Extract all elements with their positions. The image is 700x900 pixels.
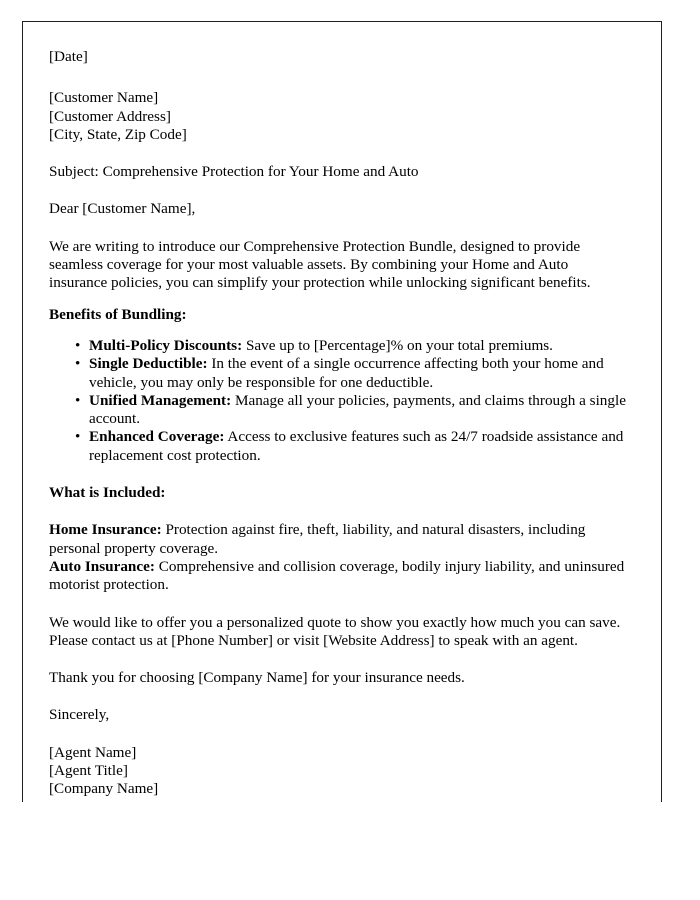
spacer [49,181,627,200]
benefit-text: Manage all your policies, payments, and claims through a single account. [89,391,626,428]
home-insurance-lead: Home Insurance: [49,521,162,539]
list-item [49,392,627,429]
agent-title: [Agent Title] [49,762,128,780]
spacer [49,219,627,238]
benefit-text: In the event of a single occurrence affecting both your home and vehicle, you may only be responsible for one deductible. [89,355,604,391]
list-item [49,428,627,465]
auto-insurance-text: Comprehensive and collision coverage, bodily injury liability, and uninsured motorist protection. [49,557,625,594]
benefit-lead: Multi-Policy Discounts: [89,336,243,354]
spacer [49,66,627,89]
company-name: [Company Name] [49,780,159,798]
recipient-name: [Customer Name] [49,89,159,107]
benefit-lead: Unified Management: [89,391,232,409]
date-placeholder: [Date] [49,48,88,65]
salutation: Dear [Customer Name], [49,200,196,218]
auto-insurance-item [49,558,627,595]
spacer [49,324,627,337]
benefit-lead: Enhanced Coverage: [89,428,225,446]
home-insurance-item [49,521,627,558]
benefit-text: Access to exclusive features such as 24/7 roadside assistance and replacement cost protection. [89,428,624,464]
letter-page [22,21,662,802]
included-heading: What is Included: [49,484,166,502]
spacer [49,650,627,669]
spacer [49,502,627,521]
spacer [49,465,627,484]
bullet-icon: • [75,336,81,354]
spacer [49,725,627,744]
recipient-address: [Customer Address] [49,107,171,125]
home-insurance-text: Protection against fire, theft, liability, and natural disasters, including personal property coverage. [49,521,586,557]
recipient-city-state-zip: [City, State, Zip Code] [49,125,187,143]
subject-line: Subject: Comprehensive Protection for Your Home and Auto [49,163,419,181]
bullet-icon: • [75,355,81,373]
bullet-icon: • [75,391,81,409]
list-item [49,355,627,392]
closing: Sincerely, [49,706,110,724]
letter-body [23,22,661,799]
list-item [49,337,627,355]
benefit-lead: Single Deductible: [89,355,208,373]
intro-paragraph: We are writing to introduce our Comprehensive Protection Bundle, designed to provide seamless coverage for your most valuable assets. By combining your Home and Auto insurance policies, you can simplify your protection while unlocking significant benefits. [49,237,591,292]
benefits-heading: Benefits of Bundling: [49,305,187,323]
spacer [49,293,627,306]
bullet-icon: • [75,428,81,446]
spacer [49,687,627,706]
benefit-text: Save up to [Percentage]% on your total premiums. [242,336,553,354]
spacer [49,144,627,163]
spacer [49,595,627,614]
thank-you-paragraph: Thank you for choosing [Company Name] for your insurance needs. [49,669,465,687]
auto-insurance-lead: Auto Insurance: [49,557,155,575]
agent-name: [Agent Name] [49,743,137,761]
quote-paragraph: We would like to offer you a personalized quote to show you exactly how much you can save. Please contact us at [Phone Number] or visit [Website Address] to speak with an agent. [49,613,621,649]
benefits-list [49,337,627,465]
